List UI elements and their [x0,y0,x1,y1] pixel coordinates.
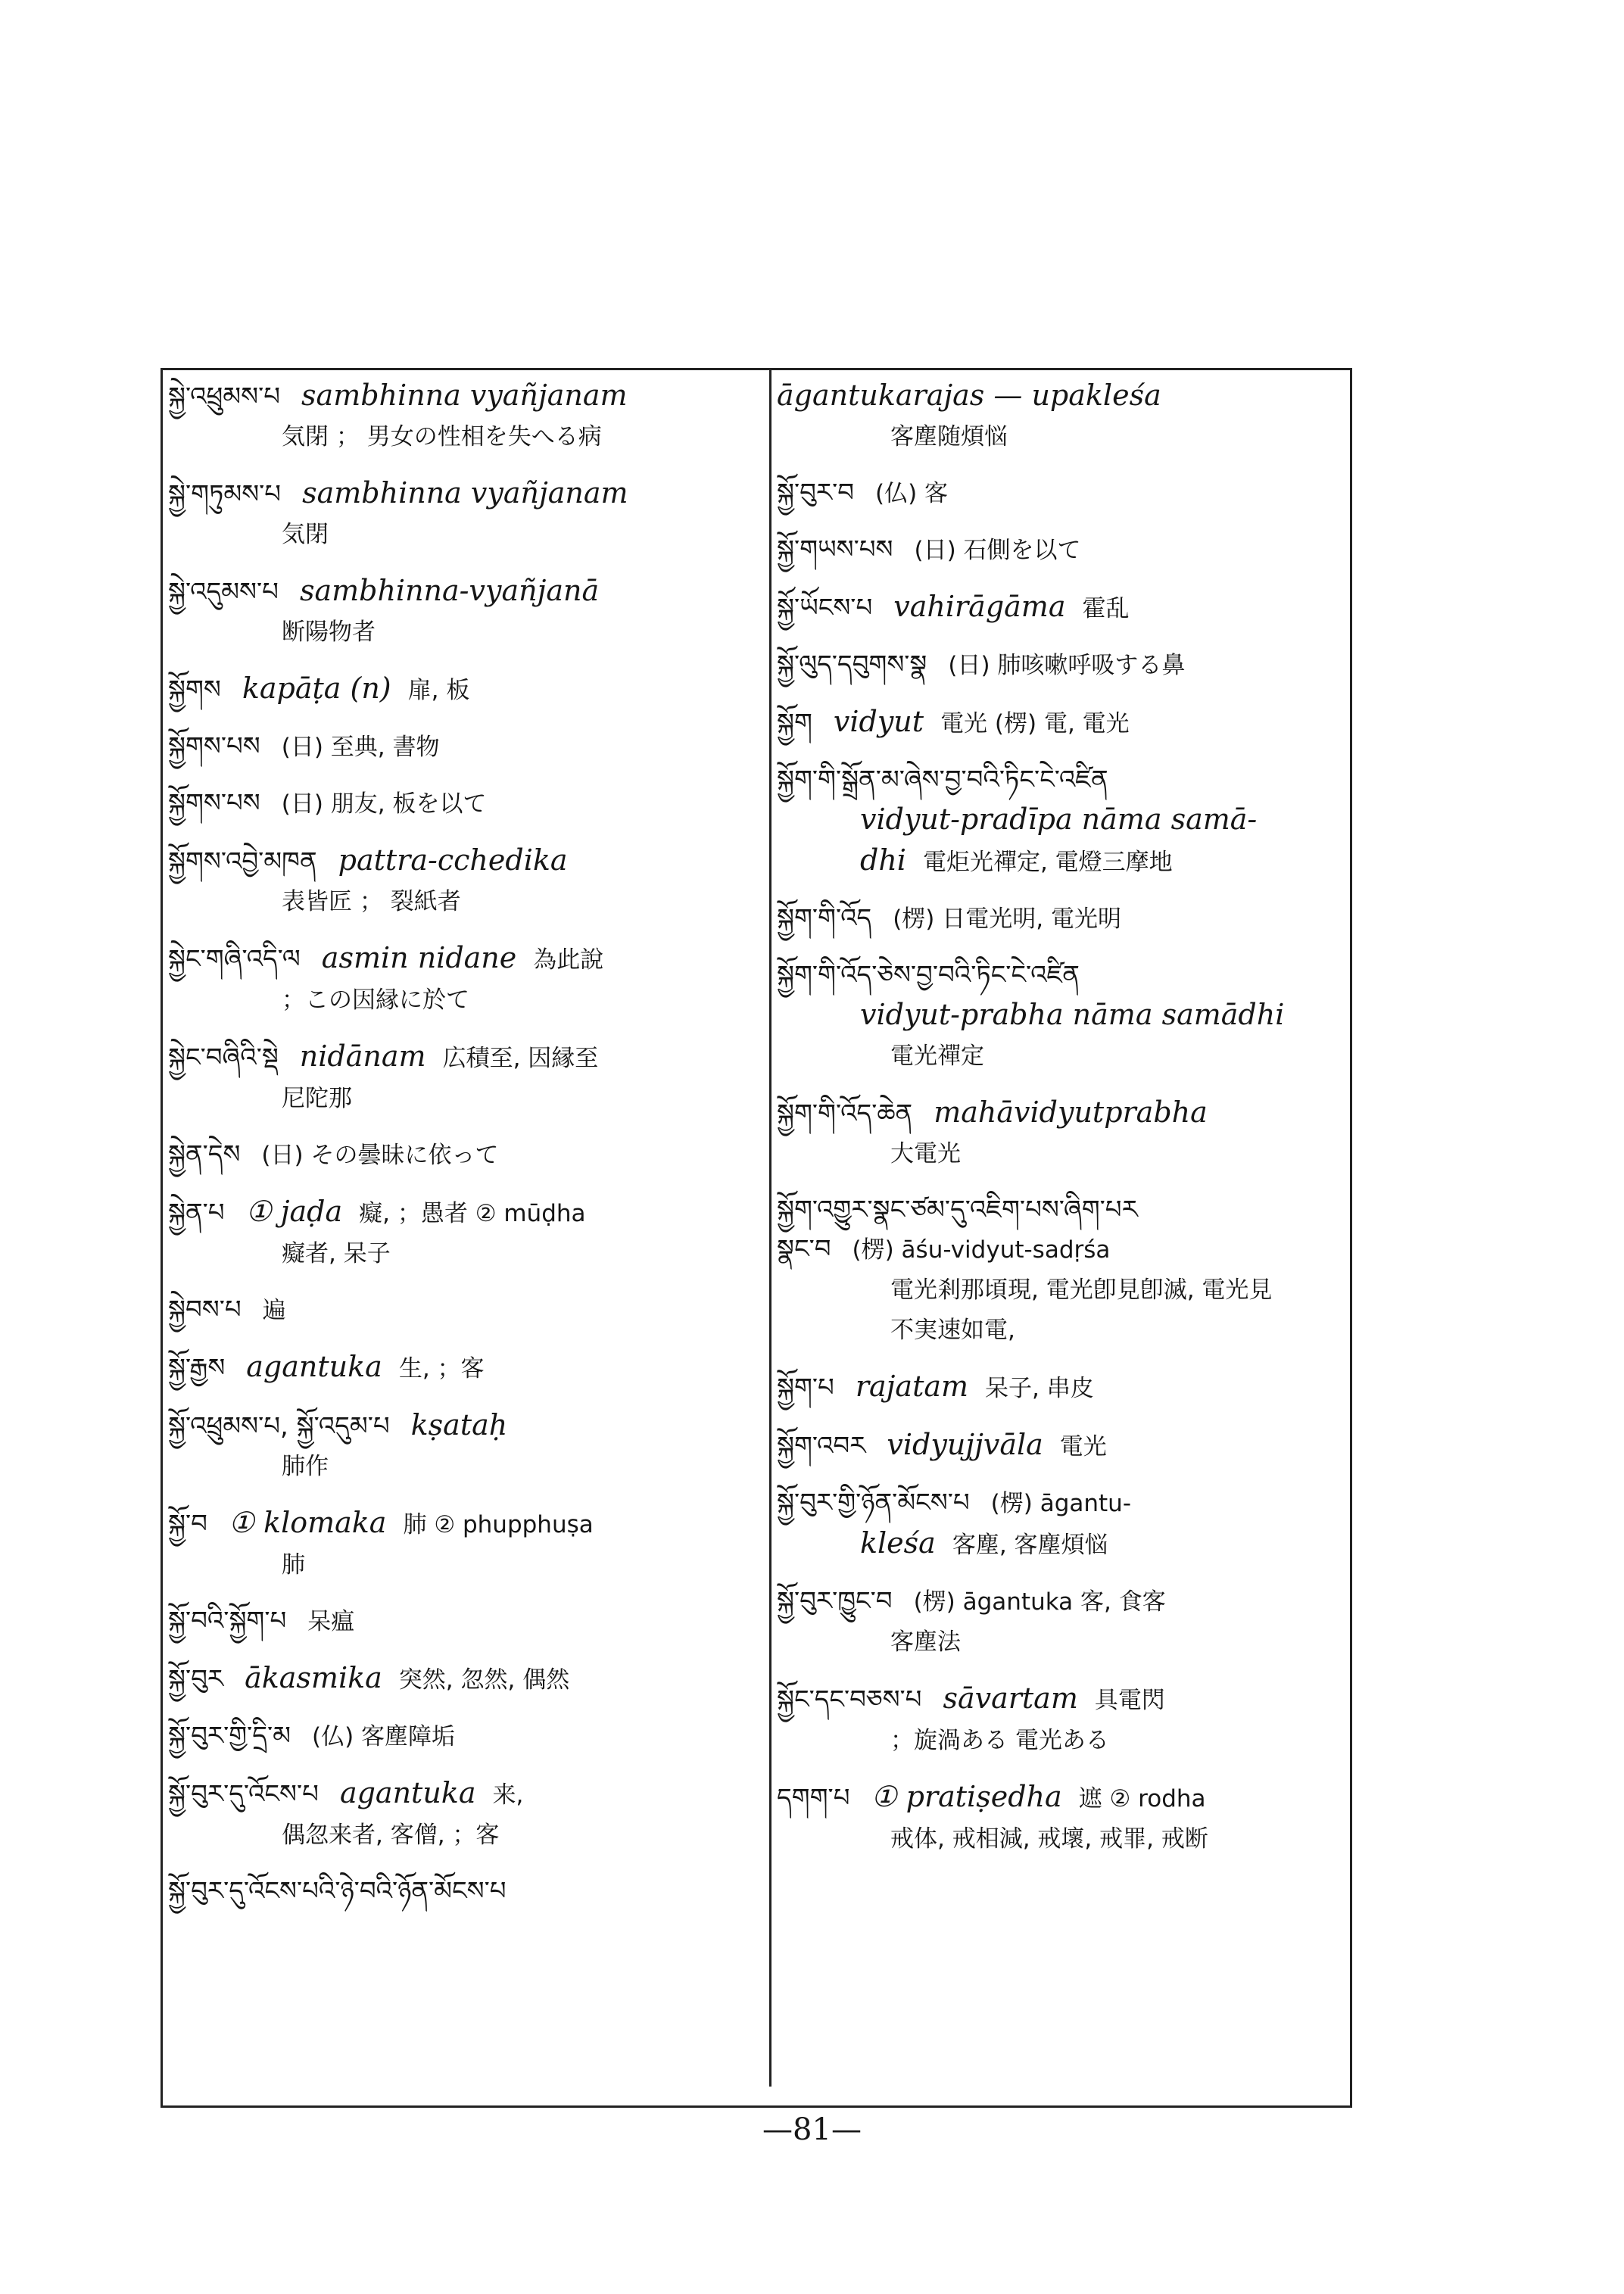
entry-line [777,702,1351,743]
tibetan-headword: སྐྱེན་པ [168,1198,225,1228]
dictionary-entry [168,1036,766,1118]
dictionary-entry [168,727,766,767]
dictionary-entry [168,376,766,457]
gloss-text: 電光禪定 [890,1043,984,1070]
dictionary-entry [777,760,1351,882]
dictionary-entry [168,1405,766,1486]
dictionary-entry [777,1678,1351,1760]
entry-line [168,571,766,612]
sanskrit-term: rajatam [855,1370,969,1403]
sanskrit-term: sambhinna vyañjanam [301,379,628,412]
page-number: —81— [762,2112,862,2147]
gloss-text: 肺 ② phupphuṣa [403,1511,594,1538]
tibetan-headword: དགག་པ [777,1783,850,1813]
dictionary-entry [168,1658,766,1700]
entry-line [168,784,766,824]
entry-line [777,587,1351,628]
gloss-text: 遍 [262,1297,286,1324]
tibetan-headword: སྐྱོ་བུར་ཁྱུང་བ [777,1586,893,1616]
sanskrit-term: vidyujjvāla [887,1428,1043,1461]
entry-line [168,1446,766,1486]
dictionary-entry [777,587,1351,628]
sanskrit-term: asmin nidane [321,941,517,974]
sanskrit-term: dhi [860,843,906,877]
gloss-text: 戒体, 戒相減, 戒壞, 戒罪, 戒断 [890,1825,1208,1853]
tibetan-headword: སྐྱོ་གཡས་པས [777,535,893,565]
sanskrit-term: mahāvidyutprabha [934,1096,1208,1129]
gloss-text: 表皆匠 ； 裂紙者 [282,888,461,915]
sanskrit-term: kṣataḥ [410,1408,508,1442]
dictionary-entry [777,473,1351,513]
dictionary-entry [777,1777,1351,1859]
tibetan-headword: སྐྱེ་གཏུམས་པ [168,479,282,510]
entry-line [168,1544,766,1585]
sanskrit-term: nidānam [299,1039,426,1073]
gloss-text: 呆瘟 [307,1608,355,1635]
entry-line [777,799,1351,840]
gloss-text: 大電光 [890,1140,961,1167]
tibetan-headword: སྐྱོ་བ [168,1509,207,1539]
gloss-text: (楞) 日電光明, 電光明 [893,905,1121,933]
entry-line [777,1190,1351,1230]
tibetan-headword: སྐྱོག [777,708,812,738]
entry-line [777,473,1351,513]
tibetan-headword: སྐྱོ་བུར [168,1664,224,1694]
dictionary-entry [168,938,766,1020]
sanskrit-term: pattra-cchedika [338,843,568,877]
dictionary-entry [168,1872,766,1911]
entry-line [168,1135,766,1175]
tibetan-headword: སྐྱོག་པ [777,1373,834,1403]
sanskrit-term: agantuka [246,1350,382,1383]
tibetan-headword: སྐྱོང་དང་བཅས་པ [777,1685,922,1715]
tibetan-headword: སྐྱེ་འདུམས་པ [168,577,279,607]
gloss-text: 扉, 板 [407,677,470,704]
entry-line [168,416,766,457]
tibetan-headword: སྐྱོགས [168,675,221,705]
sanskrit-term: vidyut-prabha nāma samādhi [860,998,1285,1031]
entry-line [777,416,1351,457]
entry-line [168,1347,766,1389]
gloss-text: 電光 (楞) 電, 電光 [940,710,1130,737]
gloss-text: 肺作 [282,1453,329,1480]
tibetan-headword: སྐྱེན་དེས [168,1139,241,1170]
gloss-text: 気閉 ； 男女の性相を失へる病 [282,423,602,450]
sanskrit-term: vidyut [833,705,924,738]
entry-line [777,530,1351,570]
tibetan-headword: སྐྱེ་འཕྲུམས་པ [168,382,281,412]
gloss-text: 不実速如電, [890,1317,1015,1344]
dictionary-entry [168,669,766,710]
gloss-text: 電光剎那頃現, 電光卽見卽滅, 電光見 [890,1276,1273,1304]
entry-line [168,376,766,416]
entry-line [168,938,766,980]
gloss-text: (日) 朋友, 板を以て [281,790,487,818]
column-divider [769,368,771,2087]
entry-line [777,1036,1351,1076]
gloss-text: 為此說 [533,946,604,974]
entry-line [777,899,1351,939]
entry-line [777,1425,1351,1466]
tibetan-headword: སྐྱེབས་པ [168,1295,242,1325]
entry-line [168,1658,766,1700]
entry-line [777,1678,1351,1720]
gloss-text: 霍乱 [1082,595,1130,622]
entry-line [777,1819,1351,1859]
gloss-text: 肺 [282,1551,305,1579]
gloss-text: 突然, 忽然, 偶然 [398,1666,570,1694]
dictionary-entry [777,645,1351,685]
gloss-text: 呆子, 串皮 [985,1375,1094,1402]
tibetan-headword: སྐྱོ་ཡོངས་པ [777,593,873,623]
gloss-text: 具電閃 [1094,1687,1165,1714]
entry-line [777,1367,1351,1408]
dictionary-entry [168,1601,766,1641]
tibetan-headword: སྐྱེང་གཞི་འདི་ལ [168,944,301,974]
entry-line [168,1405,766,1446]
tibetan-headword: སྐྱོ་བའི་སྐྱོག་པ [168,1606,287,1636]
dictionary-entry [168,1503,766,1585]
dictionary-entry [777,1425,1351,1466]
entry-line [168,980,766,1020]
tibetan-headword: སྐྱོ་བུར་གྱི་ཉོན་མོངས་པ [777,1488,970,1518]
dictionary-entry [777,1092,1351,1173]
gloss-text: (仏) 客 [875,480,949,507]
gloss-text: 広積至, 因縁至 [442,1045,599,1072]
entry-line [168,840,766,881]
gloss-text: 客塵法 [890,1629,961,1656]
dictionary-entry [777,376,1351,457]
gloss-text: 尼陀那 [282,1085,352,1112]
gloss-text: 電炬光禪定, 電燈三摩地 [922,849,1173,876]
entry-line [777,840,1351,882]
entry-line [777,1777,1351,1819]
entry-line [168,1872,766,1911]
right-column [777,376,1351,1875]
gloss-text: 癡, ；愚者 ② mūḍha [359,1200,586,1227]
entry-line [777,1270,1351,1310]
tibetan-headword: སྐྱོག་འབར [777,1431,866,1461]
dictionary-entry [168,1135,766,1175]
gloss-text: 電光 [1059,1433,1107,1460]
dictionary-entry [777,1190,1351,1350]
dictionary-entry [168,1347,766,1389]
gloss-text: (日) その曇昧に依って [261,1142,499,1169]
gloss-text: (日) 至典, 書物 [281,734,440,761]
tibetan-headword: སྐྱོག་འགྱུར་སྣང་ཙམ་དུ་འཇིག་པས་ཞིག་པར [777,1195,1138,1225]
sanskrit-term: kapāṭa (n) [242,672,391,705]
sanskrit-term: vidyut-pradīpa nāma samā- [860,803,1258,836]
sanskrit-term: vahirāgāma [893,590,1066,623]
dictionary-entry [168,784,766,824]
gloss-text: (仏) 客塵障垢 [311,1723,456,1750]
dictionary-entry [777,530,1351,570]
tibetan-headword: སྐྱོགས་པས [168,731,260,762]
dictionary-entry [777,955,1351,1076]
entry-line [168,1290,766,1330]
entry-line [168,1716,766,1756]
entry-line [777,1483,1351,1523]
entry-line [777,376,1351,416]
gloss-text: (楞) āgantu- [990,1490,1132,1517]
entry-line [777,1310,1351,1350]
tibetan-headword: སྐྱོ་བུར་དུ་འོངས་པ [168,1779,319,1809]
left-column [168,376,766,1928]
gloss-text: (楞) āgantuka 客, 食客 [913,1588,1166,1616]
tibetan-headword: སྐྱོ་འཕྲུམས་པ, སྐྱོ་འདུམ་པ [168,1411,390,1442]
tibetan-headword: སྐྱོ་བུར་གྱི་དྲི་མ [168,1721,291,1751]
dictionary-entry [777,702,1351,743]
sanskrit-term: ākasmika [245,1661,382,1694]
entry-line [168,1773,766,1815]
entry-line [777,1622,1351,1662]
tibetan-headword: སྐྱོགས་པས [168,788,260,818]
entry-line [168,1815,766,1855]
entry-line [168,1036,766,1078]
entry-line [777,1092,1351,1133]
gloss-text: 客塵随煩悩 [890,423,1008,450]
dictionary-entry [168,1290,766,1330]
tibetan-headword: སྐྱོ་བུར་དུ་འོངས་པའི་ཉེ་བའི་ཉོན་མོངས་པ [168,1876,507,1906]
tibetan-headword: སྣང་བ [777,1234,831,1264]
dictionary-entry [168,1192,766,1273]
gloss-text: 断陽物者 [282,619,376,646]
gloss-text: 偶忽来者, 客僧, ；客 [282,1822,500,1849]
dictionary-entry [168,571,766,652]
entry-line [777,760,1351,799]
sanskrit-term: āgantukarajas — upakleśa [777,379,1161,412]
tibetan-headword: སྐྱོ་རྒྱས [168,1353,226,1383]
dictionary-entry [777,1483,1351,1565]
gloss-text: (日) 肺咳嗽呼吸する鼻 [948,652,1186,679]
sanskrit-term: sambhinna vyañjanam [302,476,628,510]
tibetan-headword: སྐྱེང་བཞིའི་སྡེ [168,1043,279,1073]
entry-line [168,1601,766,1641]
dictionary-entry [777,899,1351,939]
sanskrit-term: ① pratiṣedha [871,1780,1062,1813]
gloss-text: 来, [492,1781,524,1809]
gloss-text: (日) 石側を以て [914,537,1081,564]
entry-line [168,1192,766,1233]
entry-line [168,727,766,767]
entry-line [168,612,766,652]
entry-line [777,955,1351,995]
tibetan-headword: སྐྱོ་ལུད་དབུགས་སྣ [777,650,927,680]
tibetan-headword: སྐྱོག་གི་འོད་ཆེན [777,1099,913,1129]
gloss-text: (楞) āśu-vidyut-sadṛśa [852,1236,1111,1264]
entry-line [168,473,766,514]
gloss-text: 気閉 [282,521,329,548]
sanskrit-term: ① klomaka [228,1506,387,1539]
entry-line [777,1720,1351,1760]
tibetan-headword: སྐྱོག་གི་འོད [777,903,872,933]
tibetan-headword: སྐྱོགས་འབྱེ་མཁན [168,846,317,877]
dictionary-entry [168,840,766,921]
sanskrit-term: sambhinna-vyañjanā [299,574,600,607]
entry-line [777,995,1351,1036]
tibetan-headword: སྐྱོ་བུར་བ [777,478,854,508]
entry-line [777,1523,1351,1565]
entry-line [168,669,766,710]
gloss-text: ；この因縁に於て [282,986,469,1014]
entry-line [168,1503,766,1544]
entry-line [777,1230,1351,1270]
entry-line [777,645,1351,685]
entry-line [777,1582,1351,1622]
gloss-text: 遮 ② rodha [1078,1785,1206,1812]
gloss-text: 客塵, 客塵煩悩 [952,1532,1108,1559]
tibetan-headword: སྐྱོག་གི་སྒྲོན་མ་ཞེས་བྱ་བའི་ཏིང་ངེ་འཛིན [777,765,1108,795]
tibetan-headword: སྐྱོག་གི་འོད་ཅེས་བྱ་བའི་ཏིང་ངེ་འཛིན [777,960,1080,990]
entry-line [777,1133,1351,1173]
dictionary-entry [168,473,766,554]
sanskrit-term: agantuka [339,1776,476,1809]
gloss-text: 生, ；客 [398,1355,485,1382]
dictionary-entry [777,1367,1351,1408]
dictionary-entry [168,1773,766,1855]
entry-line [168,1078,766,1118]
gloss-text: ；旋渦ある 電光ある [890,1727,1109,1754]
entry-line [168,881,766,921]
sanskrit-term: sāvartam [943,1682,1078,1715]
dictionary-entry [777,1582,1351,1662]
sanskrit-term: kleśa [860,1526,936,1560]
dictionary-entry [168,1716,766,1756]
entry-line [168,1233,766,1273]
gloss-text: 癡者, 呆子 [282,1240,391,1267]
entry-line [168,514,766,554]
sanskrit-term: ① jaḍa [245,1195,343,1228]
